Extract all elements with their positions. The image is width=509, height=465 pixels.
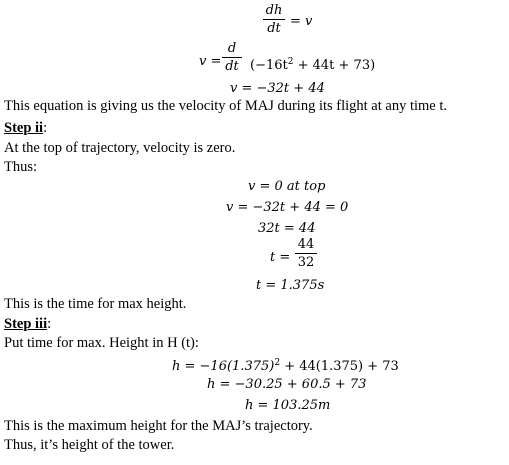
step-iii-heading-line bbox=[4, 316, 51, 333]
expression-start: (−16t bbox=[250, 58, 288, 73]
dh-dt-fraction bbox=[263, 3, 285, 36]
tower-note: Thus, it’s height of the tower. bbox=[4, 437, 175, 453]
equation-dhdt-rhs: = v bbox=[290, 14, 313, 29]
time-note: This is the time for max height. bbox=[4, 296, 187, 312]
heading-colon: : bbox=[47, 316, 52, 332]
heading-colon: : bbox=[43, 120, 48, 136]
equation-t-result: t = 1.375s bbox=[256, 278, 325, 293]
equation-height-substitution bbox=[172, 355, 399, 375]
step-iii-heading: Step iii bbox=[4, 316, 48, 332]
fraction-bar bbox=[263, 19, 285, 20]
equation-v-equals-zero: v = −32t + 44 = 0 bbox=[226, 200, 349, 215]
fraction-denominator: 32 bbox=[297, 255, 315, 270]
fraction-numerator: dh bbox=[265, 3, 283, 18]
fraction-numerator: d bbox=[227, 41, 237, 56]
equation-v-zero-at-top: v = 0 at top bbox=[248, 179, 326, 194]
equation-velocity: v = −32t + 44 bbox=[230, 81, 325, 96]
fraction-denominator: dt bbox=[225, 59, 239, 74]
fraction-numerator: 44 bbox=[297, 237, 315, 252]
step-ii-heading: Step ii bbox=[4, 120, 44, 136]
expression-rest: + 44(1.375) + 73 bbox=[280, 359, 399, 374]
expression-start: h = −16(1.375) bbox=[172, 359, 275, 374]
step-iii-line1: Put time for max. Height in H (t): bbox=[4, 335, 199, 351]
expression-rest: + 44t + 73) bbox=[293, 58, 376, 73]
equation-height-result: h = 103.25m bbox=[245, 398, 331, 413]
equation-t-lhs: t = bbox=[270, 250, 291, 265]
step-ii-heading-line bbox=[4, 120, 47, 137]
t-fraction bbox=[295, 237, 317, 270]
fraction-bar bbox=[295, 253, 317, 254]
step-ii-line2: Thus: bbox=[4, 159, 38, 175]
velocity-note: This equation is giving us the velocity of MAJ during its flight at any time t. bbox=[4, 98, 448, 114]
equation-derivative-expression bbox=[250, 54, 375, 74]
fraction-bar bbox=[222, 57, 242, 58]
d-dt-fraction bbox=[222, 41, 242, 74]
step-ii-line1: At the top of trajectory, velocity is zero. bbox=[4, 140, 236, 156]
equation-v-lhs: v = bbox=[199, 54, 222, 69]
max-height-note: This is the maximum height for the MAJ’s trajectory. bbox=[4, 418, 313, 434]
fraction-denominator: dt bbox=[267, 21, 281, 36]
equation-height-sum: h = −30.25 + 60.5 + 73 bbox=[207, 377, 367, 392]
exponent: 2 bbox=[287, 57, 294, 67]
exponent: 2 bbox=[274, 358, 281, 368]
equation-32t-44: 32t = 44 bbox=[258, 221, 316, 236]
